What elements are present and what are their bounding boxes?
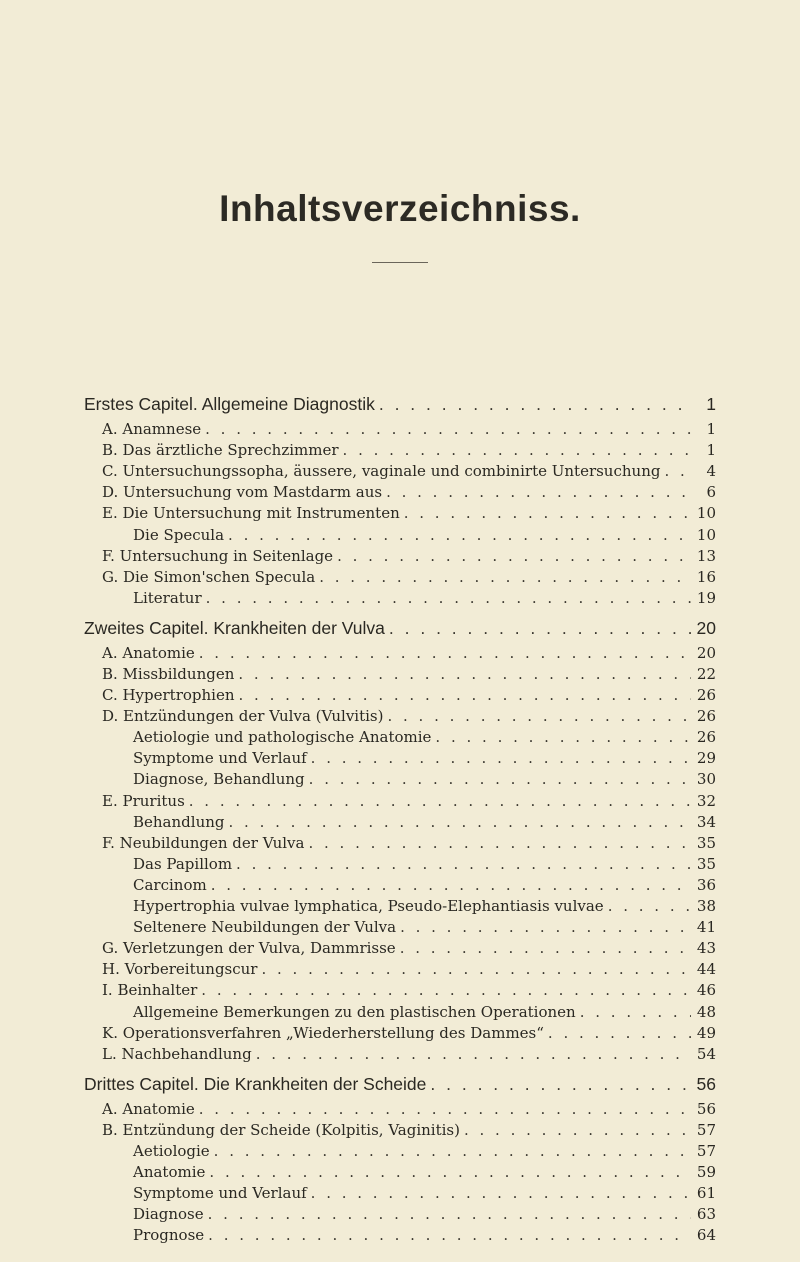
toc-entry: [133, 768, 716, 790]
toc-entry: [133, 726, 716, 748]
toc-entry: [102, 958, 716, 980]
toc-page-number: 4: [706, 462, 716, 481]
toc-page-number: 41: [696, 918, 716, 937]
toc-page-number: 59: [696, 1163, 716, 1181]
toc-leader-dots: [205, 418, 692, 440]
toc-leader-dots: [309, 768, 691, 790]
toc-entry: [133, 524, 716, 546]
toc-entry-title: Seltenere Neubildungen der Vulva: [133, 918, 397, 937]
toc-entry: [102, 439, 716, 461]
toc-entry: [133, 853, 716, 875]
toc-page-number: 43: [696, 939, 716, 958]
toc-page-number: 63: [696, 1205, 716, 1224]
toc-leader-dots: [379, 393, 692, 415]
toc-page-number: 19: [696, 588, 716, 607]
toc-page-number: 61: [696, 1184, 716, 1203]
toc-page-number: 35: [696, 833, 716, 852]
toc-leader-dots: [214, 1140, 691, 1162]
toc-entry-title: Aetiologie: [133, 1141, 210, 1160]
toc-leader-dots: [430, 1073, 690, 1095]
toc-page-number: 10: [696, 504, 716, 523]
toc-entry: [133, 747, 716, 769]
toc-page-number: 10: [696, 525, 716, 544]
toc-leader-dots: [261, 958, 690, 980]
toc-entry-title: Anatomie: [133, 1163, 206, 1181]
toc-entry-title: Erstes Capitel. Allgemeine Diagnostik: [84, 394, 375, 414]
toc-leader-dots: [387, 705, 690, 727]
toc-page-number: 6: [706, 483, 716, 502]
toc-entry: [133, 811, 716, 833]
toc-entry: [102, 937, 716, 959]
toc-entry-title: I. Beinhalter: [102, 981, 198, 1000]
toc-chapter-entry: [84, 617, 716, 639]
toc-entry-title: D. Untersuchung vom Mastdarm aus: [102, 483, 383, 502]
title-divider: [372, 262, 428, 263]
toc-page-number: 54: [696, 1044, 716, 1063]
toc-leader-dots: [435, 726, 690, 748]
toc-entry: [133, 1140, 716, 1162]
toc-page-number: 38: [696, 897, 716, 915]
toc-entry: [102, 1098, 716, 1120]
toc-page-number: 22: [696, 664, 716, 683]
page-title: Inhaltsverzeichniss.: [219, 188, 581, 229]
toc-entry-title: B. Entzündung der Scheide (Kolpitis, Vaginitis): [102, 1120, 460, 1139]
toc-entry-title: H. Vorbereitungscur: [102, 960, 258, 979]
toc-page-number: 35: [696, 854, 716, 873]
toc-entry-title: Die Specula: [133, 525, 225, 544]
toc-leader-dots: [256, 1043, 691, 1065]
toc-page-number: 30: [696, 770, 716, 789]
toc-entry: [102, 642, 716, 664]
toc-page-number: 26: [696, 728, 716, 747]
toc-entry-title: Das Papillom: [133, 854, 233, 873]
toc-entry: [102, 1119, 716, 1141]
toc-leader-dots: [189, 790, 691, 812]
toc-leader-dots: [211, 874, 691, 896]
toc-leader-dots: [308, 832, 690, 854]
toc-entry: [133, 1001, 716, 1023]
toc-page-number: 20: [696, 617, 716, 638]
toc-entry-title: G. Verletzungen der Vulva, Dammrisse: [102, 939, 396, 958]
toc-page-number: 29: [696, 749, 716, 768]
toc-entry: [102, 545, 716, 567]
toc-leader-dots: [608, 895, 691, 917]
toc-leader-dots: [229, 811, 691, 833]
toc-entry-title: Zweites Capitel. Krankheiten der Vulva: [84, 617, 385, 638]
toc-leader-dots: [343, 439, 692, 461]
toc-leader-dots: [400, 916, 691, 938]
toc-page-number: 1: [706, 394, 716, 414]
toc-page-number: 44: [696, 960, 716, 979]
toc-entry-title: A. Anatomie: [102, 643, 195, 662]
toc-leader-dots: [208, 1224, 691, 1246]
toc-entry-title: F. Neubildungen der Vulva: [102, 833, 305, 852]
toc-chapter-entry: [84, 1073, 716, 1095]
toc-entry-title: Allgemeine Bemerkungen zu den plastischen Operationen: [133, 1002, 576, 1021]
toc-leader-dots: [199, 642, 691, 664]
toc-entry-title: A. Anatomie: [102, 1099, 195, 1118]
toc-leader-dots: [311, 747, 691, 769]
toc-page-number: 20: [696, 643, 716, 662]
toc-page-number: 32: [696, 791, 716, 810]
toc-page-number: 13: [696, 546, 716, 565]
toc-page-number: 26: [696, 686, 716, 704]
toc-entry: [133, 587, 716, 609]
toc-page-number: 48: [696, 1002, 716, 1021]
toc-leader-dots: [389, 617, 691, 639]
toc-entry-title: Literatur: [133, 588, 202, 607]
toc-page-number: 36: [696, 875, 716, 894]
toc-page-number: 1: [706, 420, 716, 438]
toc-leader-dots: [238, 663, 691, 685]
toc-leader-dots: [319, 566, 691, 588]
toc-leader-dots: [400, 937, 691, 959]
toc-entry: [102, 566, 716, 588]
toc-leader-dots: [201, 979, 691, 1001]
toc-entry: [102, 832, 716, 854]
toc-entry-title: Prognose: [133, 1226, 205, 1245]
toc-entry: [102, 1043, 716, 1065]
toc-entry-title: Symptome und Verlauf: [133, 1184, 307, 1203]
toc-entry: [102, 481, 716, 503]
toc-leader-dots: [236, 853, 691, 875]
toc-entry: [102, 684, 716, 706]
toc-entry-title: B. Missbildungen: [102, 664, 235, 683]
toc-page-number: 49: [696, 1023, 716, 1042]
toc-entry-title: Diagnose, Behandlung: [133, 770, 305, 789]
toc-entry-title: C. Untersuchungssopha, äussere, vaginale und combinirte Untersuchung: [102, 462, 661, 481]
toc-entry: [102, 418, 716, 440]
toc-entry: [133, 874, 716, 896]
toc-page-number: 26: [696, 707, 716, 726]
toc-leader-dots: [580, 1001, 691, 1023]
toc-entry-title: Behandlung: [133, 812, 225, 831]
toc-page-number: 64: [696, 1226, 716, 1245]
toc-leader-dots: [464, 1119, 691, 1141]
toc-leader-dots: [664, 460, 692, 482]
toc-entry-title: F. Untersuchung in Seitenlage: [102, 546, 334, 565]
toc-page-number: 1: [706, 441, 716, 460]
toc-leader-dots: [386, 481, 692, 503]
toc-leader-dots: [239, 684, 691, 706]
toc-entry-title: Carcinom: [133, 875, 207, 894]
toc-page-number: 57: [696, 1120, 716, 1139]
toc-entry: [133, 1203, 716, 1225]
toc-entry: [102, 502, 716, 524]
toc-chapter-entry: [84, 393, 716, 415]
toc-entry: [102, 705, 716, 727]
toc-entry-title: E. Pruritus: [102, 791, 185, 810]
toc-entry: [102, 663, 716, 685]
toc-entry: [102, 790, 716, 812]
toc-entry: [133, 1161, 716, 1183]
toc-entry: [102, 1022, 716, 1044]
toc-entry-title: Hypertrophia vulvae lymphatica, Pseudo-Elephantiasis vulvae: [133, 897, 604, 915]
toc-entry-title: A. Anamnese: [102, 420, 202, 438]
toc-page-number: 57: [696, 1141, 716, 1160]
toc-page-number: 56: [696, 1073, 716, 1094]
toc-entry-title: Aetiologie und pathologische Anatomie: [133, 728, 432, 747]
toc-page-number: 16: [696, 567, 716, 586]
toc-entry-title: D. Entzündungen der Vulva (Vulvitis): [102, 707, 384, 726]
toc-leader-dots: [548, 1022, 691, 1044]
toc-leader-dots: [209, 1161, 691, 1183]
toc-entry-title: G. Die Simon'schen Specula: [102, 567, 316, 586]
toc-leader-dots: [228, 524, 691, 546]
toc-page-number: 56: [696, 1099, 716, 1118]
toc-entry: [133, 1182, 716, 1204]
toc-entry-title: Diagnose: [133, 1205, 204, 1224]
toc-entry-title: E. Die Untersuchung mit Instrumenten: [102, 504, 400, 523]
toc-leader-dots: [337, 545, 691, 567]
toc-leader-dots: [311, 1182, 691, 1204]
toc-entry-title: L. Nachbehandlung: [102, 1044, 252, 1063]
toc-leader-dots: [206, 587, 691, 609]
toc-leader-dots: [199, 1098, 691, 1120]
toc-entry-title: Drittes Capitel. Die Krankheiten der Scheide: [84, 1073, 427, 1094]
toc-leader-dots: [208, 1203, 691, 1225]
toc-entry: [133, 1224, 716, 1246]
toc-entry: [133, 895, 716, 917]
toc-entry-title: K. Operationsverfahren „Wiederherstellung des Dammes“: [102, 1023, 544, 1042]
toc-entry: [102, 979, 716, 1001]
toc-entry: [133, 916, 716, 938]
toc-page-number: 34: [696, 812, 716, 831]
toc-page-number: 46: [696, 981, 716, 1000]
toc-entry-title: C. Hypertrophien: [102, 686, 235, 704]
toc-entry-title: B. Das ärztliche Sprechzimmer: [102, 441, 339, 460]
toc-entry: [102, 460, 716, 482]
toc-entry-title: Symptome und Verlauf: [133, 749, 307, 768]
toc-leader-dots: [404, 502, 691, 524]
